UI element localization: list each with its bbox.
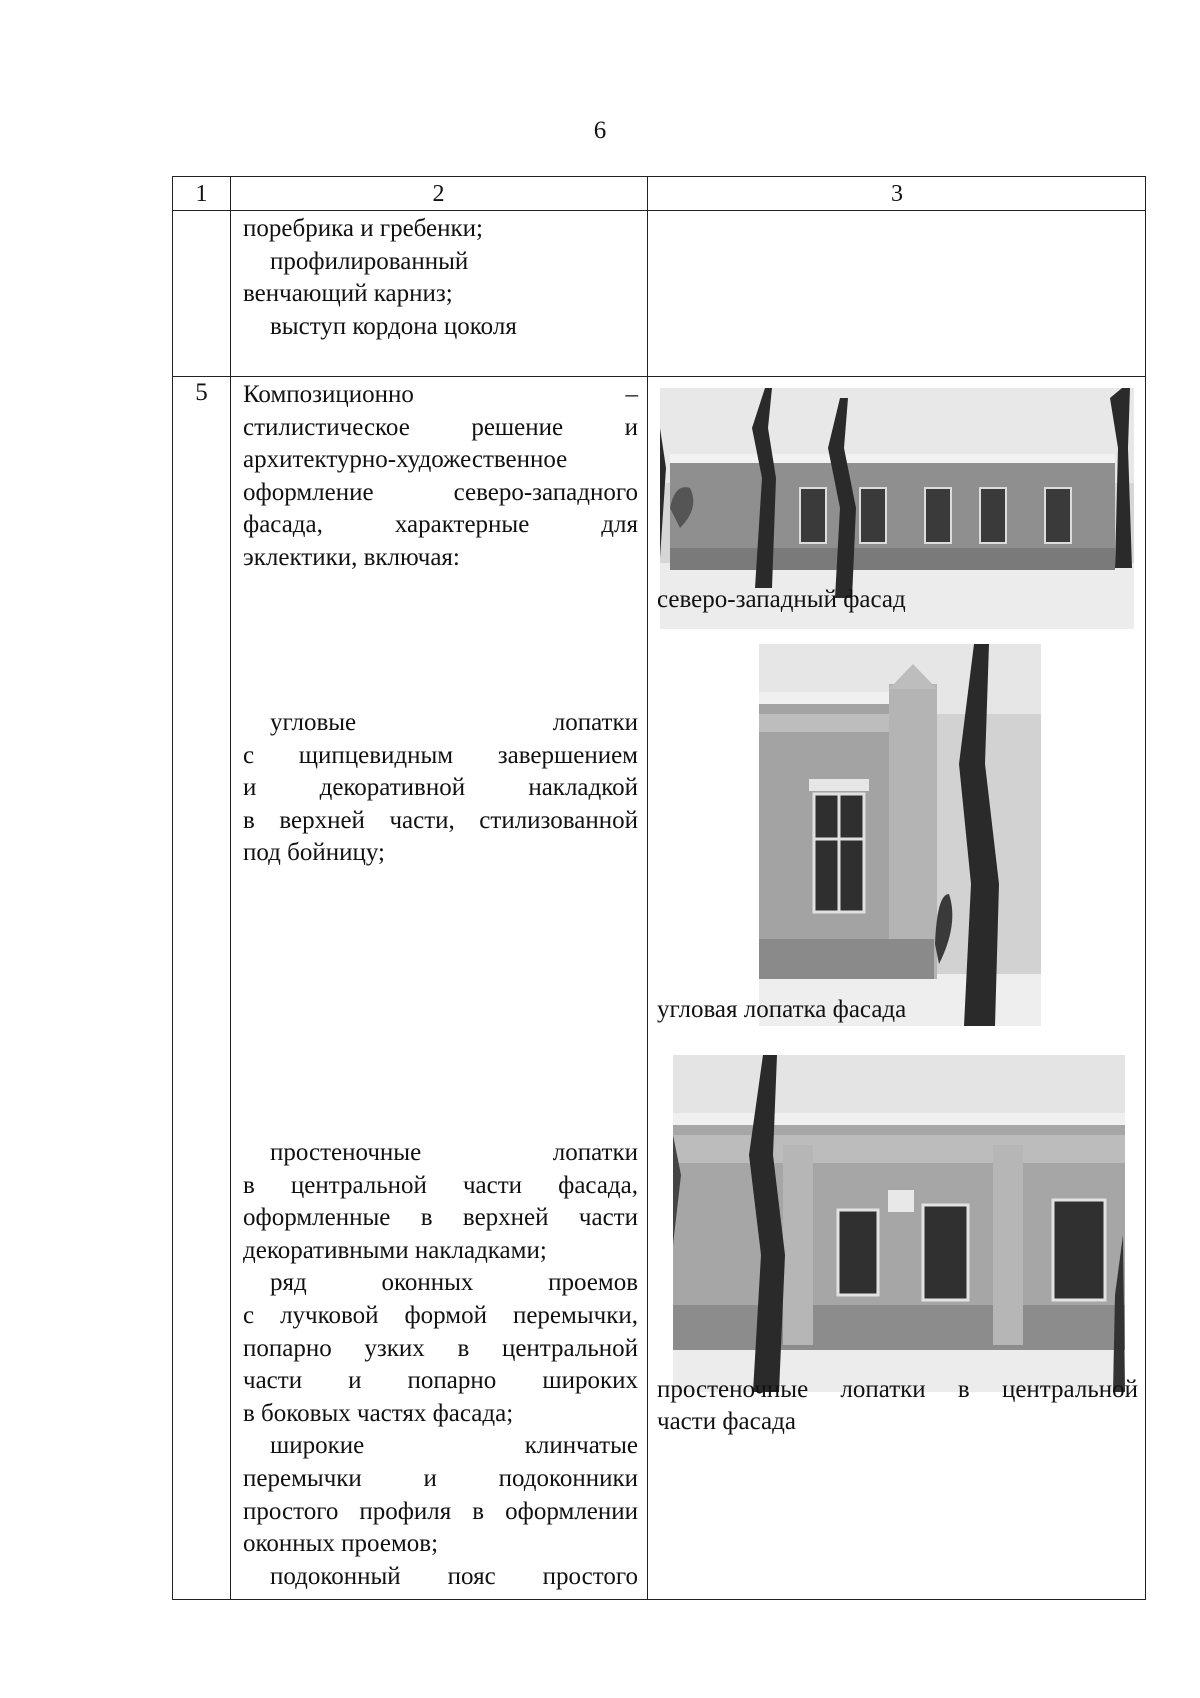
column-divider (647, 177, 648, 1599)
text-line: эклектики, включая: (243, 543, 460, 571)
text-line: и декоративной накладкой (243, 774, 638, 802)
corner-pilaster-photo (759, 644, 1041, 1026)
text-line: архитектурно-художественное (243, 446, 568, 474)
text-line: оконных проемов; (243, 1530, 439, 1558)
page-number: 6 (593, 117, 607, 144)
row5-corner-pilasters (243, 707, 638, 870)
text-line: простого профиля в оформлении (243, 1497, 638, 1525)
text-line: венчающий карниз; (243, 280, 453, 308)
header-divider (173, 210, 1145, 211)
text-line: стилистическое решение и (243, 413, 638, 441)
text-line: в центральной части фасада, (243, 1171, 638, 1199)
text-line: угловые лопатки (270, 709, 638, 736)
text-line: с лучковой формой перемычки, (243, 1301, 638, 1329)
text-line: части и попарно широких (243, 1367, 638, 1395)
text-line: оформленные в верхней части (243, 1204, 638, 1232)
continued-description (243, 213, 638, 343)
photo-caption: части фасада (657, 1408, 796, 1435)
text-line: попарно узких в центральной (243, 1334, 638, 1362)
text-line: подоконный пояс простого (270, 1562, 638, 1590)
photo-caption: северо-западный фасад (657, 586, 906, 613)
heritage-table (172, 176, 1146, 1600)
text-line: в верхней части, стилизованной (243, 806, 638, 834)
text-line: простеночные лопатки (270, 1139, 638, 1166)
text-line: оформление северо-западного (243, 478, 638, 506)
text-line: перемычки и подоконники (243, 1464, 638, 1492)
text-line: декоративными накладками; (243, 1236, 547, 1264)
column-header-3: 3 (891, 181, 903, 207)
text-line: Композиционно – (243, 381, 638, 408)
text-line: выступ кордона цоколя (270, 312, 517, 340)
column-header-1: 1 (195, 181, 208, 207)
column-header-2: 2 (432, 181, 445, 207)
row-number: 5 (195, 379, 208, 406)
column-divider (230, 177, 231, 1599)
text-line: в боковых частях фасада; (243, 1399, 514, 1427)
text-line: фасада, характерные для (243, 511, 638, 539)
text-line: профилированный (270, 247, 469, 275)
text-line: широкие клинчатые (270, 1432, 638, 1460)
photo-caption: простеночные лопатки в центральной (657, 1376, 1138, 1403)
text-line: под бойницу; (243, 839, 385, 867)
text-line: с щипцевидным завершением (243, 741, 638, 769)
wall-pilasters-photo (673, 1055, 1125, 1392)
row-divider (173, 376, 1145, 377)
text-line: ряд оконных проемов (270, 1269, 638, 1297)
row5-wall-pilasters (243, 1137, 638, 1593)
text-line: поребрика и гребенки; (243, 215, 484, 242)
photo-caption: угловая лопатка фасада (657, 996, 907, 1023)
row5-intro (243, 379, 638, 575)
